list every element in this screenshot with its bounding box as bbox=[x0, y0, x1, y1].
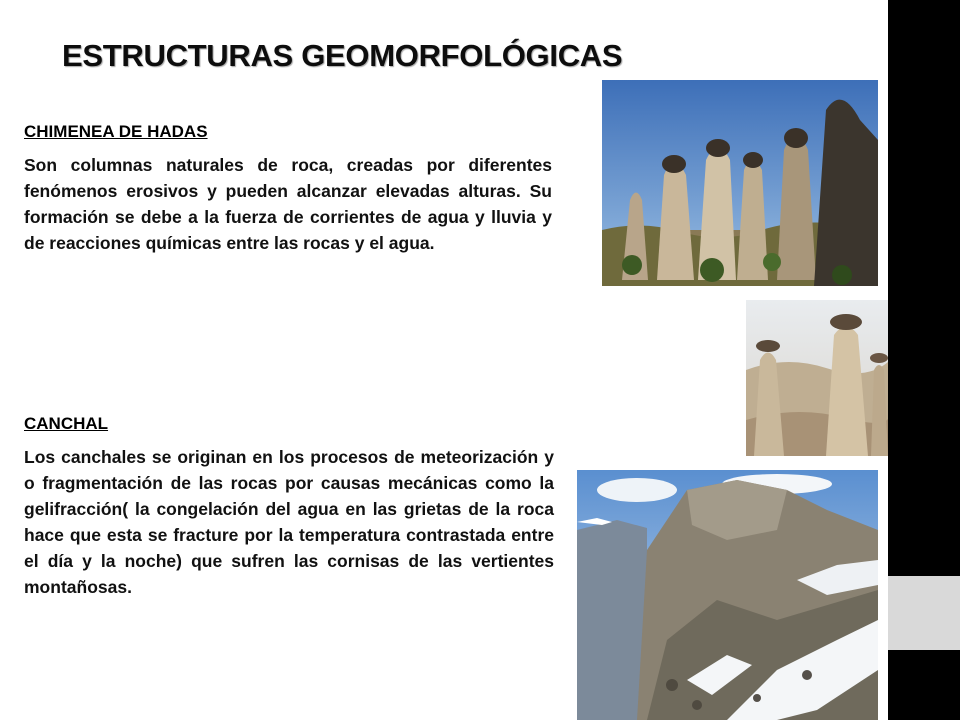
rock-pillars-photo bbox=[746, 300, 888, 456]
side-band-accent bbox=[888, 576, 960, 650]
slide-title: ESTRUCTURAS GEOMORFOLÓGICAS bbox=[62, 38, 623, 73]
fairy-chimneys-photo bbox=[602, 80, 878, 286]
section-heading-canchal: CANCHAL bbox=[24, 414, 109, 433]
scree-slope-photo bbox=[577, 470, 878, 720]
section-body-chimenea: Son columnas naturales de roca, creadas por diferentes fenómenos erosivos y pueden alcanzar elevadas alturas. Su formación se debe a la fuerza de corrientes de agua y lluvia y de reacciones químicas entre las rocas y el agua. bbox=[24, 155, 552, 253]
section-body-canchal: Los canchales se originan en los procesos de meteorización y o fragmentación de las rocas por causas mecánicas como la gelifracción( la congelación del agua en las grietas de la roca hace que esta se fracture por la temperatura contrastada entre el día y la noche) que sufren las cornisas de las vertientes montañosas. bbox=[24, 447, 554, 597]
decorative-side-band bbox=[888, 0, 960, 720]
section-heading-chimenea: CHIMENEA DE HADAS bbox=[24, 122, 208, 141]
